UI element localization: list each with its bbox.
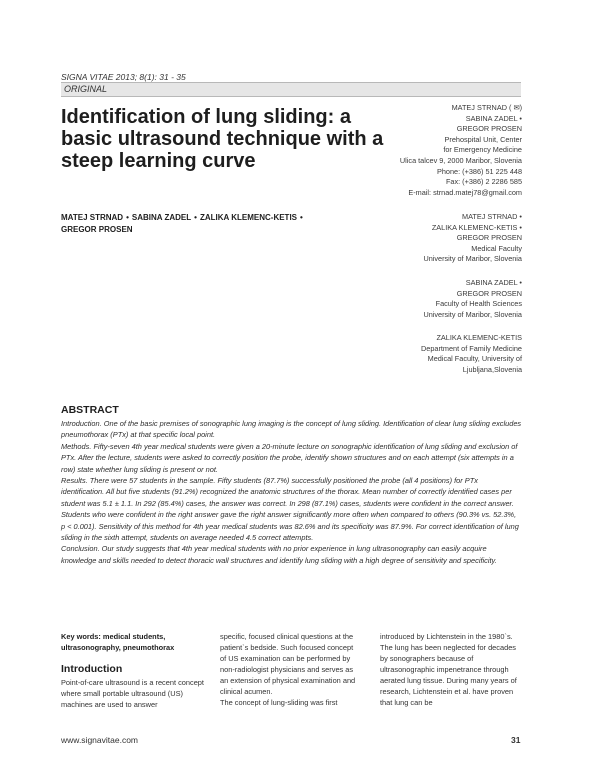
affiliation-line: GREGOR PROSEN [456,233,522,243]
author: SABINA ZADEL [131,213,192,222]
affiliation-line: SABINA ZADEL • [465,278,522,287]
body-paragraph: introduced by Lichtenstein in the 1980`s. The lung has been neglected for decades by sonographers because of ultrasonographic impenetrance through aerated lung tissue. During many years of research, Lichtenstein et al. have proven that lung can be [380,632,517,707]
affiliation-block [423,212,522,265]
affiliation-line: ZALIKA KLEMENC-KETIS • [431,222,522,232]
affiliation-line: Medical Faculty, University of [427,354,522,364]
affiliation-line: University of Maribor, Slovenia [423,254,522,264]
abstract-results: Results. There were 57 students in the sample. Fifty students (87.7%) successfully positioned the probe (all 4 positions) for PTx identification. All but five students (91.2%) recognized the anatomic structures of the thorax. Mean number of correctly identified cases per student was 5.1 ± 1.1. In 292 (85.4%) cases, the answer was correct. In 298 (87.1%) cases, students were confident in the correct answer. Students who were confident in the right answer gave the right answer significantly more often when compared to others (90.3% vs. 52.3%, p < 0.001). Sensitivity of this method for 4th year medical students was 82.6% and its specificity was 87.9%. For correct identification of lung sliding in the sixth attempt, students on average needed 4.5 correct attempts. [61,476,519,543]
body-column-2 [220,631,360,708]
author: GREGOR PROSEN [61,225,133,234]
affiliation-line: GREGOR PROSEN [456,288,522,298]
affiliation-line: Fax: (+386) 2 2286 585 [445,177,522,187]
journal-citation: SIGNA VITAE 2013; 8(1): 31 - 35 [61,72,186,82]
affiliation-line: Prehospital Unit, Center [444,134,522,144]
section-bar [61,82,521,97]
affiliation-block [400,103,522,198]
body-paragraph: The concept of lung-sliding was first [220,698,338,707]
affiliation-line: GREGOR PROSEN [456,124,522,134]
abstract-methods: Methods. Fifty-seven 4th year medical students were given a 20-minute lecture on sonographic identification of lung sliding and exclusion of PTx. After the lecture, students were asked to correctly position the probe, identify shown structures and on each attempt (six attempts in a row) state whether lung sliding is present or not. [61,441,518,474]
affiliation-line: Department of Family Medicine [421,343,522,353]
affiliation-line: Ulica talcev 9, 2000 Maribor, Slovenia [399,155,522,165]
introduction-heading: Introduction [61,663,123,675]
keywords: Key words: medical students, ultrasonography, pneumothorax [61,632,175,652]
abstract-conclusion: Conclusion. Our study suggests that 4th year medical students with no prior experience in lung ultrasonography can easily acquire knowledge and skills needed to detect thoracic wall structures and identify lung sliding with a high degree of sensitivity and specificity. [61,544,497,565]
body-paragraph: specific, focused clinical questions at the patient`s bedside. Such focused concept of US examination can be performed by non-radiologist physicians and serves as an extension of physical examination and clinical acumen. [220,632,356,696]
abstract [61,404,522,566]
page-number: 31 [511,735,521,745]
affiliation-line: University of Maribor, Slovenia [423,309,522,319]
affiliation-block [423,278,522,320]
body-column-3 [380,631,522,708]
affiliation-line: for Emergency Medicine [443,145,522,155]
affiliation-line: ZALIKA KLEMENC-KETIS [436,333,522,342]
affiliation-line: MATEJ STRNAD • [462,212,522,221]
body-paragraph: Point-of-care ultrasound is a recent concept where small portable ultrasound (US) machines are used to answer [61,678,204,709]
author-list [61,212,361,236]
article-title: Identification of lung sliding: a basic ultrasound technique with a steep learning curve [61,106,384,172]
section-label: ORIGINAL [64,84,108,94]
affiliation-line: Medical Faculty [471,243,522,253]
affiliation-line: SABINA ZADEL • [465,113,522,123]
affiliation-line: Faculty of Health Sciences [435,299,522,309]
author-separator: • [126,213,129,222]
affiliation-line: Ljubljana,Slovenia [462,364,522,374]
body-column-1 [61,631,211,710]
affiliation-line: MATEJ STRNAD ( ✉) [451,103,522,112]
abstract-introduction: Introduction. One of the basic premises of sonographic lung imaging is the concept of lung sliding. Identification of clear lung sliding excludes pneumothorax (PTx) at that specific local point. [61,419,522,440]
author: ZALIKA KLEMENC-KETIS [199,213,297,222]
affiliation-line: Phone: (+386) 51 225 448 [437,166,522,176]
author-separator: • [300,213,303,222]
footer-url[interactable]: www.signavitae.com [61,735,139,745]
author-separator: • [194,213,197,222]
author: MATEJ STRNAD [61,213,124,222]
affiliation-block [421,333,522,375]
abstract-heading: ABSTRACT [61,404,119,416]
affiliation-email: E-mail: strnad.matej78@gmail.com [408,187,522,197]
